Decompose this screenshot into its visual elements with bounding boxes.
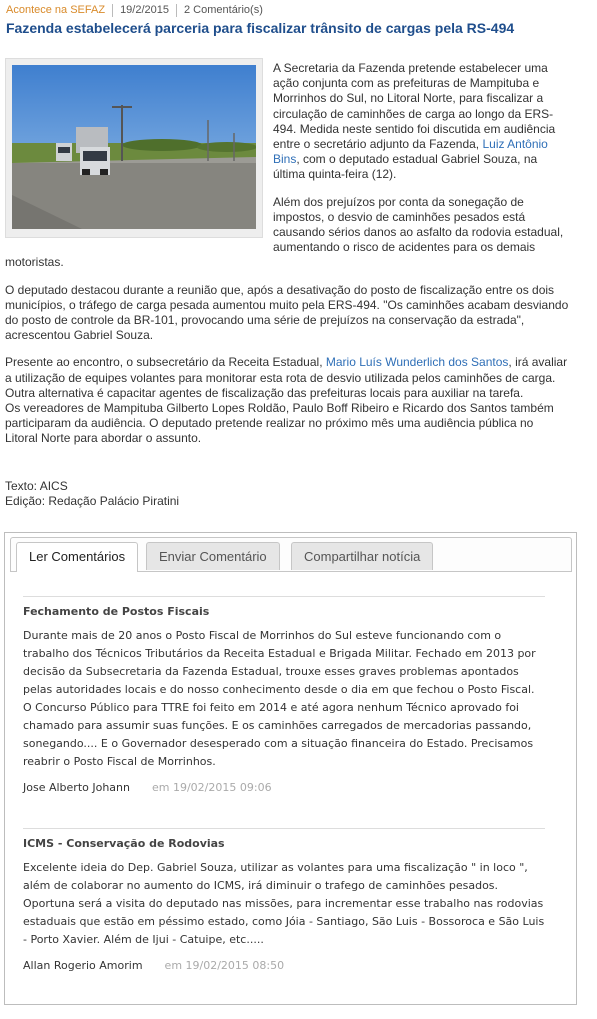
article-title: Fazenda estabelecerá parceria para fiscalizar trânsito de cargas pela RS-494 [6, 20, 515, 36]
comment-body: Durante mais de 20 anos o Posto Fiscal de Morrinhos do Sul esteve funcionando com o trabalho dos Técnicos Tributários da Receita Estadual e Brigada Militar. Fechado em 2013 por decisão da Subsecretaria da Fazenda Estadual, trouxe esses graves problemas apontados pelas autoridades locais e do nosso conhecimento desde o dia em que fechou o Posto Fiscal. O Concurso Público para TTRE foi feito em 2014 e até agora nenhum Técnico aprovado foi chamado para assumir suas funções. E os caminhões carregados de mercadorias passando, sonegando.... E o Governador desesperado com a situação financeira do Estado. Precisamos reabrir o Posto Fiscal de Morrinhos. [23, 629, 536, 768]
comment-author: Allan Rogerio Amorim [23, 959, 143, 972]
person-link-mario-luis[interactable]: Mario Luís Wunderlich dos Santos [325, 355, 509, 370]
comment-footer [23, 781, 545, 794]
comment-footer [23, 959, 545, 972]
person-link-luiz-antonio-bins[interactable]: Luiz Antônio Bins [273, 137, 548, 167]
comment-title: ICMS - Conservação de Rodovias [23, 837, 225, 850]
article-date: 19/2/2015 [113, 4, 177, 17]
category-link[interactable]: Acontece na SEFAZ [4, 4, 113, 17]
comments-panel [4, 532, 577, 1005]
article-paragraph-5: Os vereadores de Mampituba Gilberto Lopes Roldão, Paulo Boff Ribeiro e Ricardo dos Santos também participaram da audiência. O deputado pretende realizar no próximo mês uma audiência pública no Litoral Norte para abordar o assunto. [5, 401, 554, 446]
comment-item [23, 828, 545, 972]
comment-title: Fechamento de Postos Fiscais [23, 605, 210, 618]
comment-count-link[interactable]: 2 Comentário(s) [184, 4, 263, 16]
comment-item [23, 596, 545, 794]
comment-author: Jose Alberto Johann [23, 781, 130, 794]
article-paragraph-2: Além dos prejuízos por conta da sonegação de impostos, o desvio de caminhões pesados está causando sérios danos ao asfalto da rodovia estadual, aumentando o risco de acidentes para os demais motoristas. [5, 194, 564, 270]
comment-body: Excelente ideia do Dep. Gabriel Souza, utilizar as volantes para uma fiscalização " in loco ", além de colaborar no aumento do ICMS, irá diminuir o trafego de caminhões pesados. Oportuna será a visita do deputado nas missões, para incrementar esse trabalho nas rodovias estaduais que estão em péssimo estado, como Jóia - Santiago, São Luis - Bossoroca e São Luis - Porto Xavier. Além de Ijui - Catuipe, etc..... [23, 861, 545, 946]
article-paragraph-3: O deputado destacou durante a reunião que, após a desativação do posto de fiscalização entre os dois municípios, o tráfego de carga pesada aumentou muito pela ERS-494. "Os caminhões acabam desviando do posto de controle da BR-101, provocando uma série de prejuízos na conservação da estrada", acrescentou Gabriel Souza. [5, 282, 569, 343]
tab-read-comments[interactable]: Ler Comentários [16, 542, 138, 572]
comment-timestamp: em 19/02/2015 08:50 [164, 959, 285, 972]
article-meta [4, 3, 594, 18]
credit-edition: Edição: Redação Palácio Piratini [5, 494, 180, 508]
tab-send-comment[interactable]: Enviar Comentário [146, 542, 280, 570]
article-paragraph-4: Presente ao encontro, o subsecretário da Receita Estadual, Mario Luís Wunderlich dos Santos, irá avaliar a utilização de equipes volantes para monitorar esta rota de desvio utilizada pelos caminhões de carga. Outra alternativa é capacitar agentes de fiscalização das prefeituras locais para auxiliar na tarefa. [5, 355, 568, 400]
comment-timestamp: em 19/02/2015 09:06 [152, 781, 272, 794]
tab-share-news[interactable]: Compartilhar notícia [291, 542, 433, 570]
article-credits [5, 479, 179, 509]
comments-tab-bar [10, 537, 572, 572]
credit-text: Texto: AICS [5, 479, 68, 493]
article-paragraph-1: A Secretaria da Fazenda pretende estabelecer uma ação conjunta com as prefeituras de Mampituba e Morrinhos do Sul, no Litoral Norte, para fiscalizar a circulação de caminhões de carga ao longo da ERS-494. Medida neste sentido foi discutida em audiência entre o secretário adjunto da Fazenda, Luiz Antônio Bins, com o deputado estadual Gabriel Souza, na última quinta-feira (12). [273, 61, 556, 182]
article-body [5, 61, 569, 459]
